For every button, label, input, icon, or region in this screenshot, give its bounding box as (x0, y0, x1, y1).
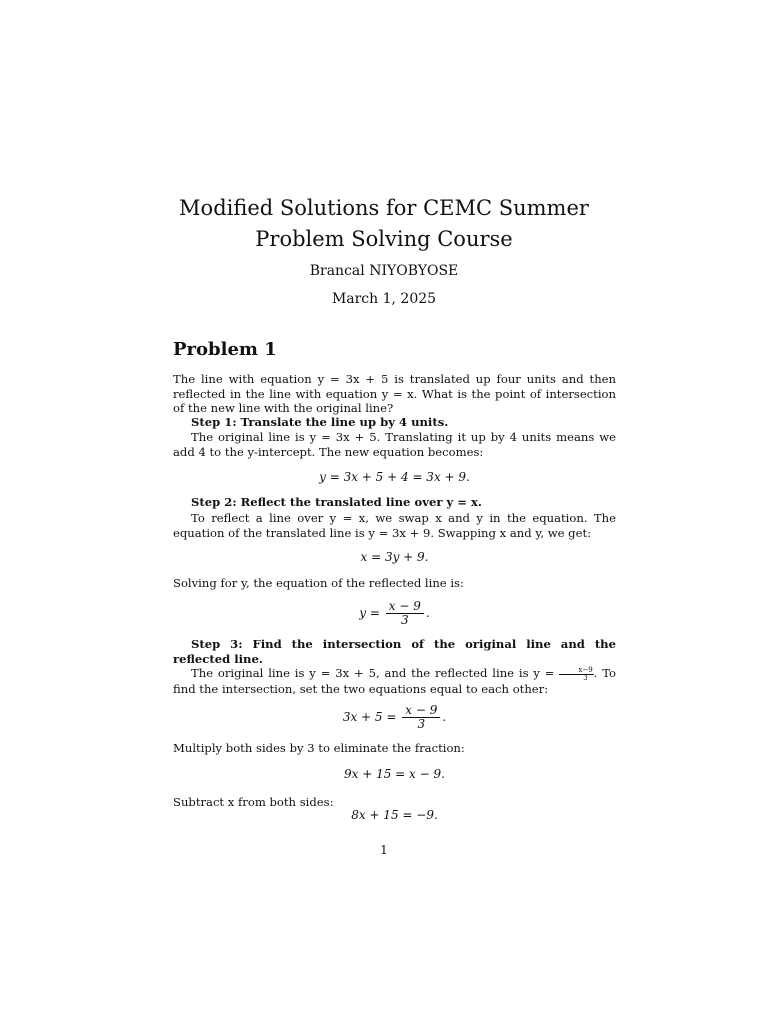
inline-fraction (559, 667, 593, 682)
step3-equation (173, 704, 616, 731)
step3-heading: Step 3: Find the intersection of the original line and the reflected line. (173, 637, 616, 666)
fraction (386, 600, 424, 627)
equation-end: . (442, 710, 447, 724)
step3-text (173, 666, 616, 696)
author: Brancal NIYOBYOSE (309, 263, 459, 279)
step3-text3: Subtract x from both sides: (173, 795, 334, 809)
fraction-denominator: 3 (401, 613, 409, 627)
step2-text: To reflect a line over y = x, we swap x and y in the equation. The equation of the translated line is y = 3x + 9. Swapping x and y, we get: (173, 511, 616, 540)
step2-equation2 (173, 600, 616, 627)
date: March 1, 2025 (331, 291, 437, 307)
fraction (402, 704, 440, 731)
page-number: 1 (380, 843, 388, 857)
document-title: Modified Solutions for CEMC Summer Problem Solving Course (179, 196, 589, 251)
problem-heading: Problem 1 (173, 339, 277, 360)
step2-heading: Step 2: Reflect the translated line over y = x. (191, 495, 482, 509)
step3-text2: Multiply both sides by 3 to eliminate the fraction: (173, 741, 465, 755)
equation-lhs: y = (359, 606, 380, 620)
step3-equation3: 8x + 15 = −9. (351, 808, 438, 822)
equation-lhs: 3x + 5 = (342, 710, 397, 724)
inline-fraction-numerator: x−9 (559, 667, 593, 675)
fraction-numerator: x − 9 (386, 600, 424, 614)
problem-statement: The line with equation y = 3x + 5 is translated up four units and then reflected in the line with equation y = x. What is the point of intersection of the new line with the original line? (173, 372, 616, 415)
inline-fraction-denominator: 3 (583, 673, 588, 682)
step3-text-before: The original line is y = 3x + 5, and the reflected line is y = (191, 666, 555, 680)
step1-heading: Step 1: Translate the line up by 4 units. (191, 415, 449, 429)
step3-text-after: . To find the intersection, set the two equations equal to each other: (173, 666, 617, 696)
fraction-denominator: 3 (417, 717, 426, 731)
step1-equation: y = 3x + 5 + 4 = 3x + 9. (319, 470, 470, 484)
step2-equation: x = 3y + 9. (360, 550, 429, 564)
equation-end: . (425, 606, 430, 620)
fraction-numerator: x − 9 (402, 704, 440, 718)
step1-text: The original line is y = 3x + 5. Translating it up by 4 units means we add 4 to the y-intercept. The new equation becomes: (173, 430, 616, 459)
step2-text2: Solving for y, the equation of the reflected line is: (173, 576, 464, 590)
step3-equation2: 9x + 15 = x − 9. (344, 767, 445, 781)
